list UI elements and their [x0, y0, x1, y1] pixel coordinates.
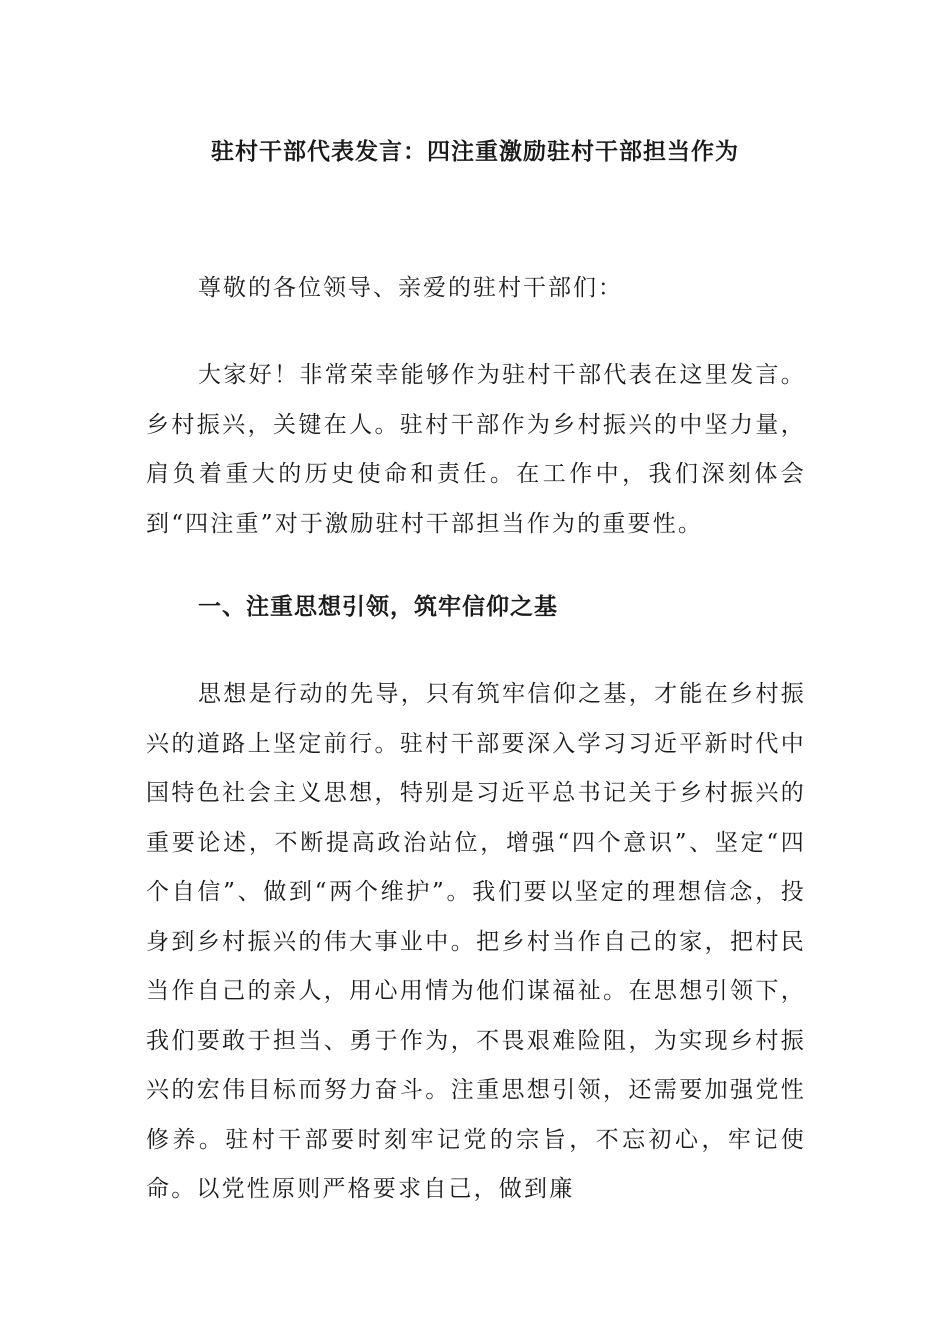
intro-paragraph: 大家好！非常荣幸能够作为驻村干部代表在这里发言。乡村振兴，关键在人。驻村干部作为乡村振兴的中坚力量，肩负着重大的历史使命和责任。在工作中，我们深刻体会到“四注重”对于激励驻村干部担当作为的重要性。 — [146, 362, 806, 537]
section-1-paragraph: 思想是行动的先导，只有筑牢信仰之基，才能在乡村振兴的道路上坚定前行。驻村干部要深入学习习近平新时代中国特色社会主义思想，特别是习近平总书记关于乡村振兴的重要论述，不断提高政治站位，增强“四个意识”、坚定“四个自信”、做到“两个维护”。我们要以坚定的理想信念，投身到乡村振兴的伟大事业中。把乡村当作自己的家，把村民当作自己的亲人，用心用情为他们谋福祉。在思想引领下，我们要敢于担当、勇于作为，不畏艰难险阻，为实现乡村振兴的宏伟目标而努力奋斗。注重思想引领，还需要加强党性修养。驻村干部要时刻牢记党的宗旨，不忘初心，牢记使命。以党性原则严格要求自己，做到廉 — [146, 681, 806, 1202]
section-heading-1: 一、注重思想引领，筑牢信仰之基 — [198, 594, 558, 620]
document-title: 驻村干部代表发言：四注重激励驻村干部担当作为 — [211, 139, 739, 165]
salutation: 尊敬的各位领导、亲爱的驻村干部们： — [198, 275, 623, 301]
